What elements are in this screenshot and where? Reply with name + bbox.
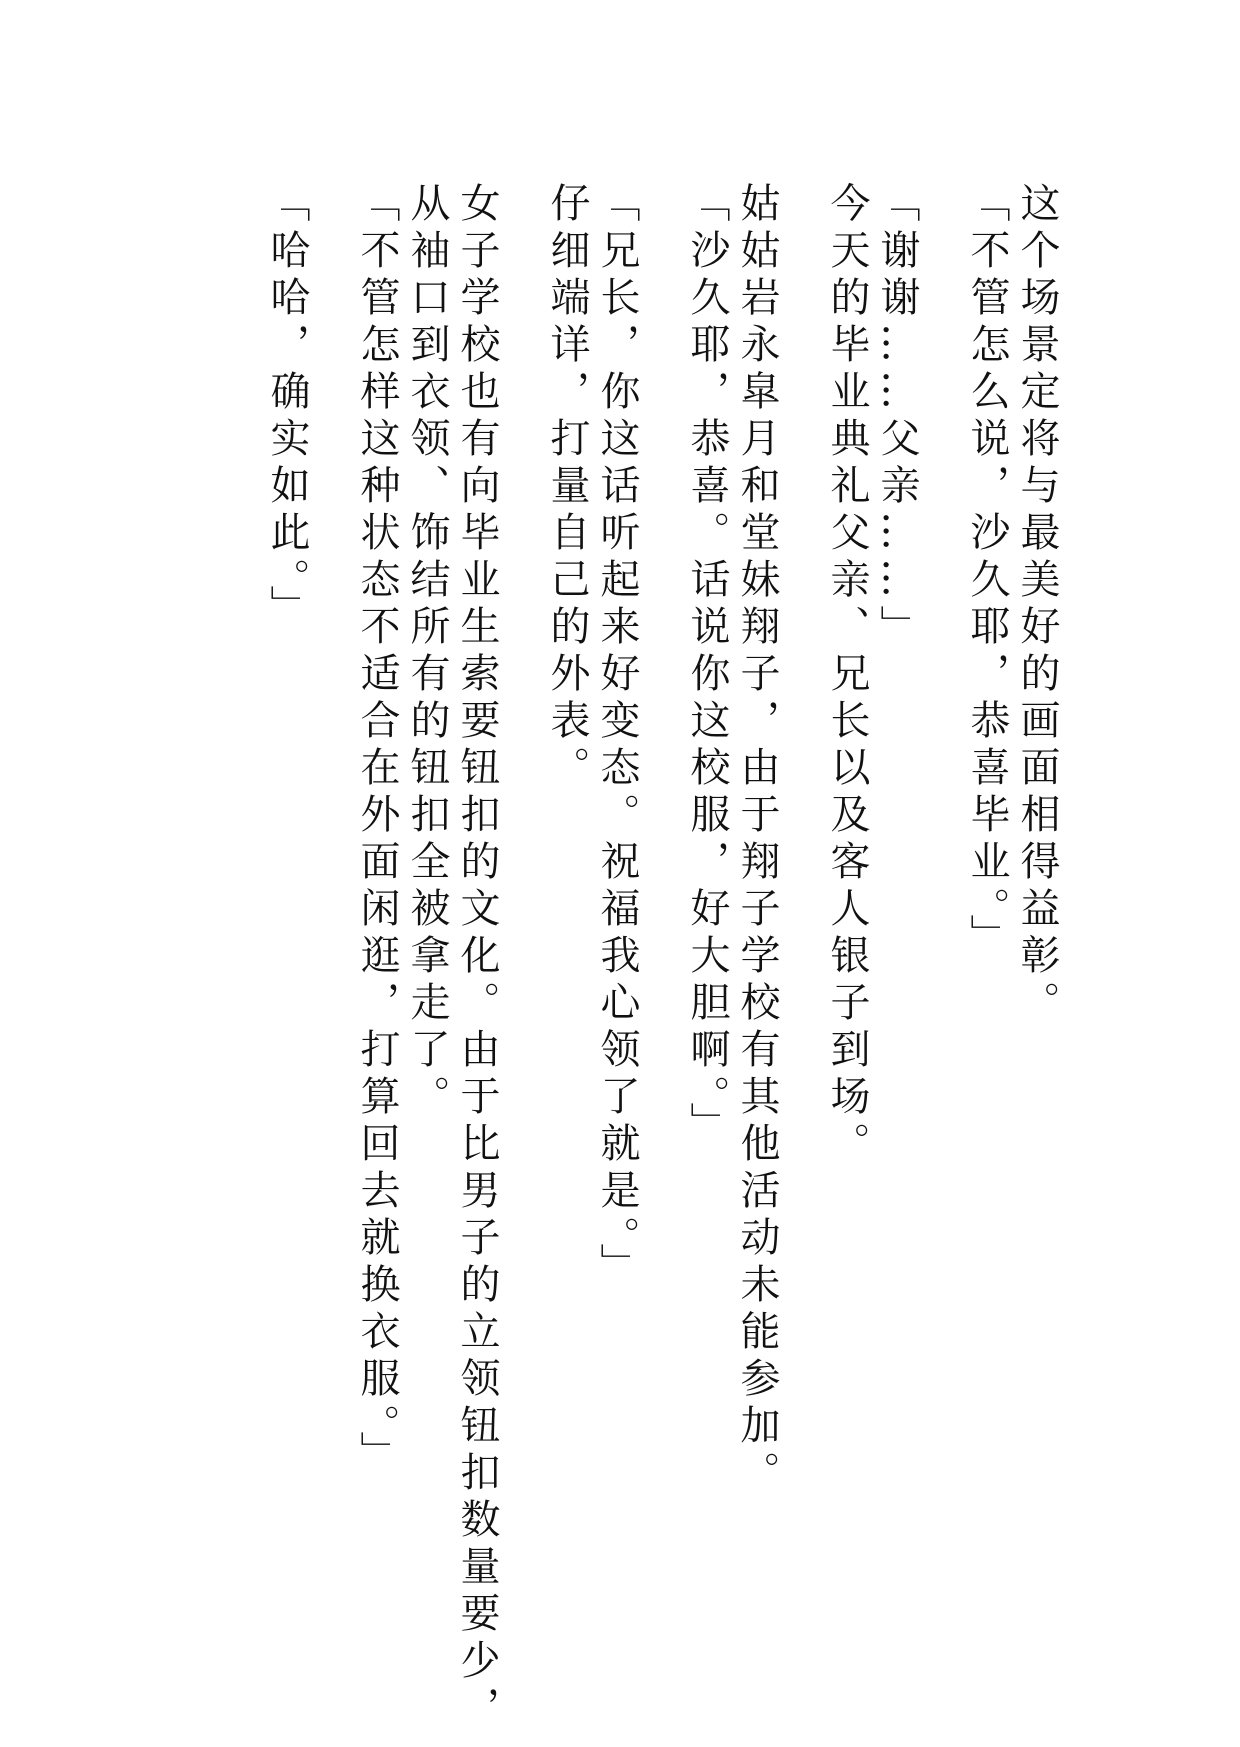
dialogue-line: 「兄长，你这话听起来好变态。祝福我心领了就是。」 <box>594 182 640 1290</box>
dialogue-line: 「不管怎么说，沙久耶，恭喜毕业。」 <box>964 182 1010 961</box>
dialogue-line: 「沙久耶，恭喜。话说你这校服，好大胆啊。」 <box>684 182 730 1149</box>
narration-line: 仔细端详，打量自己的外表。 <box>544 182 590 793</box>
dialogue-line: 「谢谢……父亲……」 <box>874 182 920 652</box>
narration-line: 从袖口到衣领、饰结所有的钮扣全被拿走了。 <box>404 182 450 1122</box>
narration-line: 女子学校也有向毕业生索要钮扣的文化。由于比男子的立领钮扣数量要少， <box>454 182 500 1733</box>
narration-line: 今天的毕业典礼父亲、兄长以及客人银子到场。 <box>824 182 870 1169</box>
narration-line: 这个场景定将与最美好的画面相得益彰。 <box>1014 182 1060 1028</box>
dialogue-line: 「不管怎样这种状态不适合在外面闲逛，打算回去就换衣服。」 <box>354 182 400 1478</box>
vertical-text-body <box>262 182 1062 1733</box>
narration-line: 姑姑岩永皐月和堂妹翔子，由于翔子学校有其他活动未能参加。 <box>734 182 780 1498</box>
dialogue-line: 「哈哈，确实如此。」 <box>264 182 310 632</box>
